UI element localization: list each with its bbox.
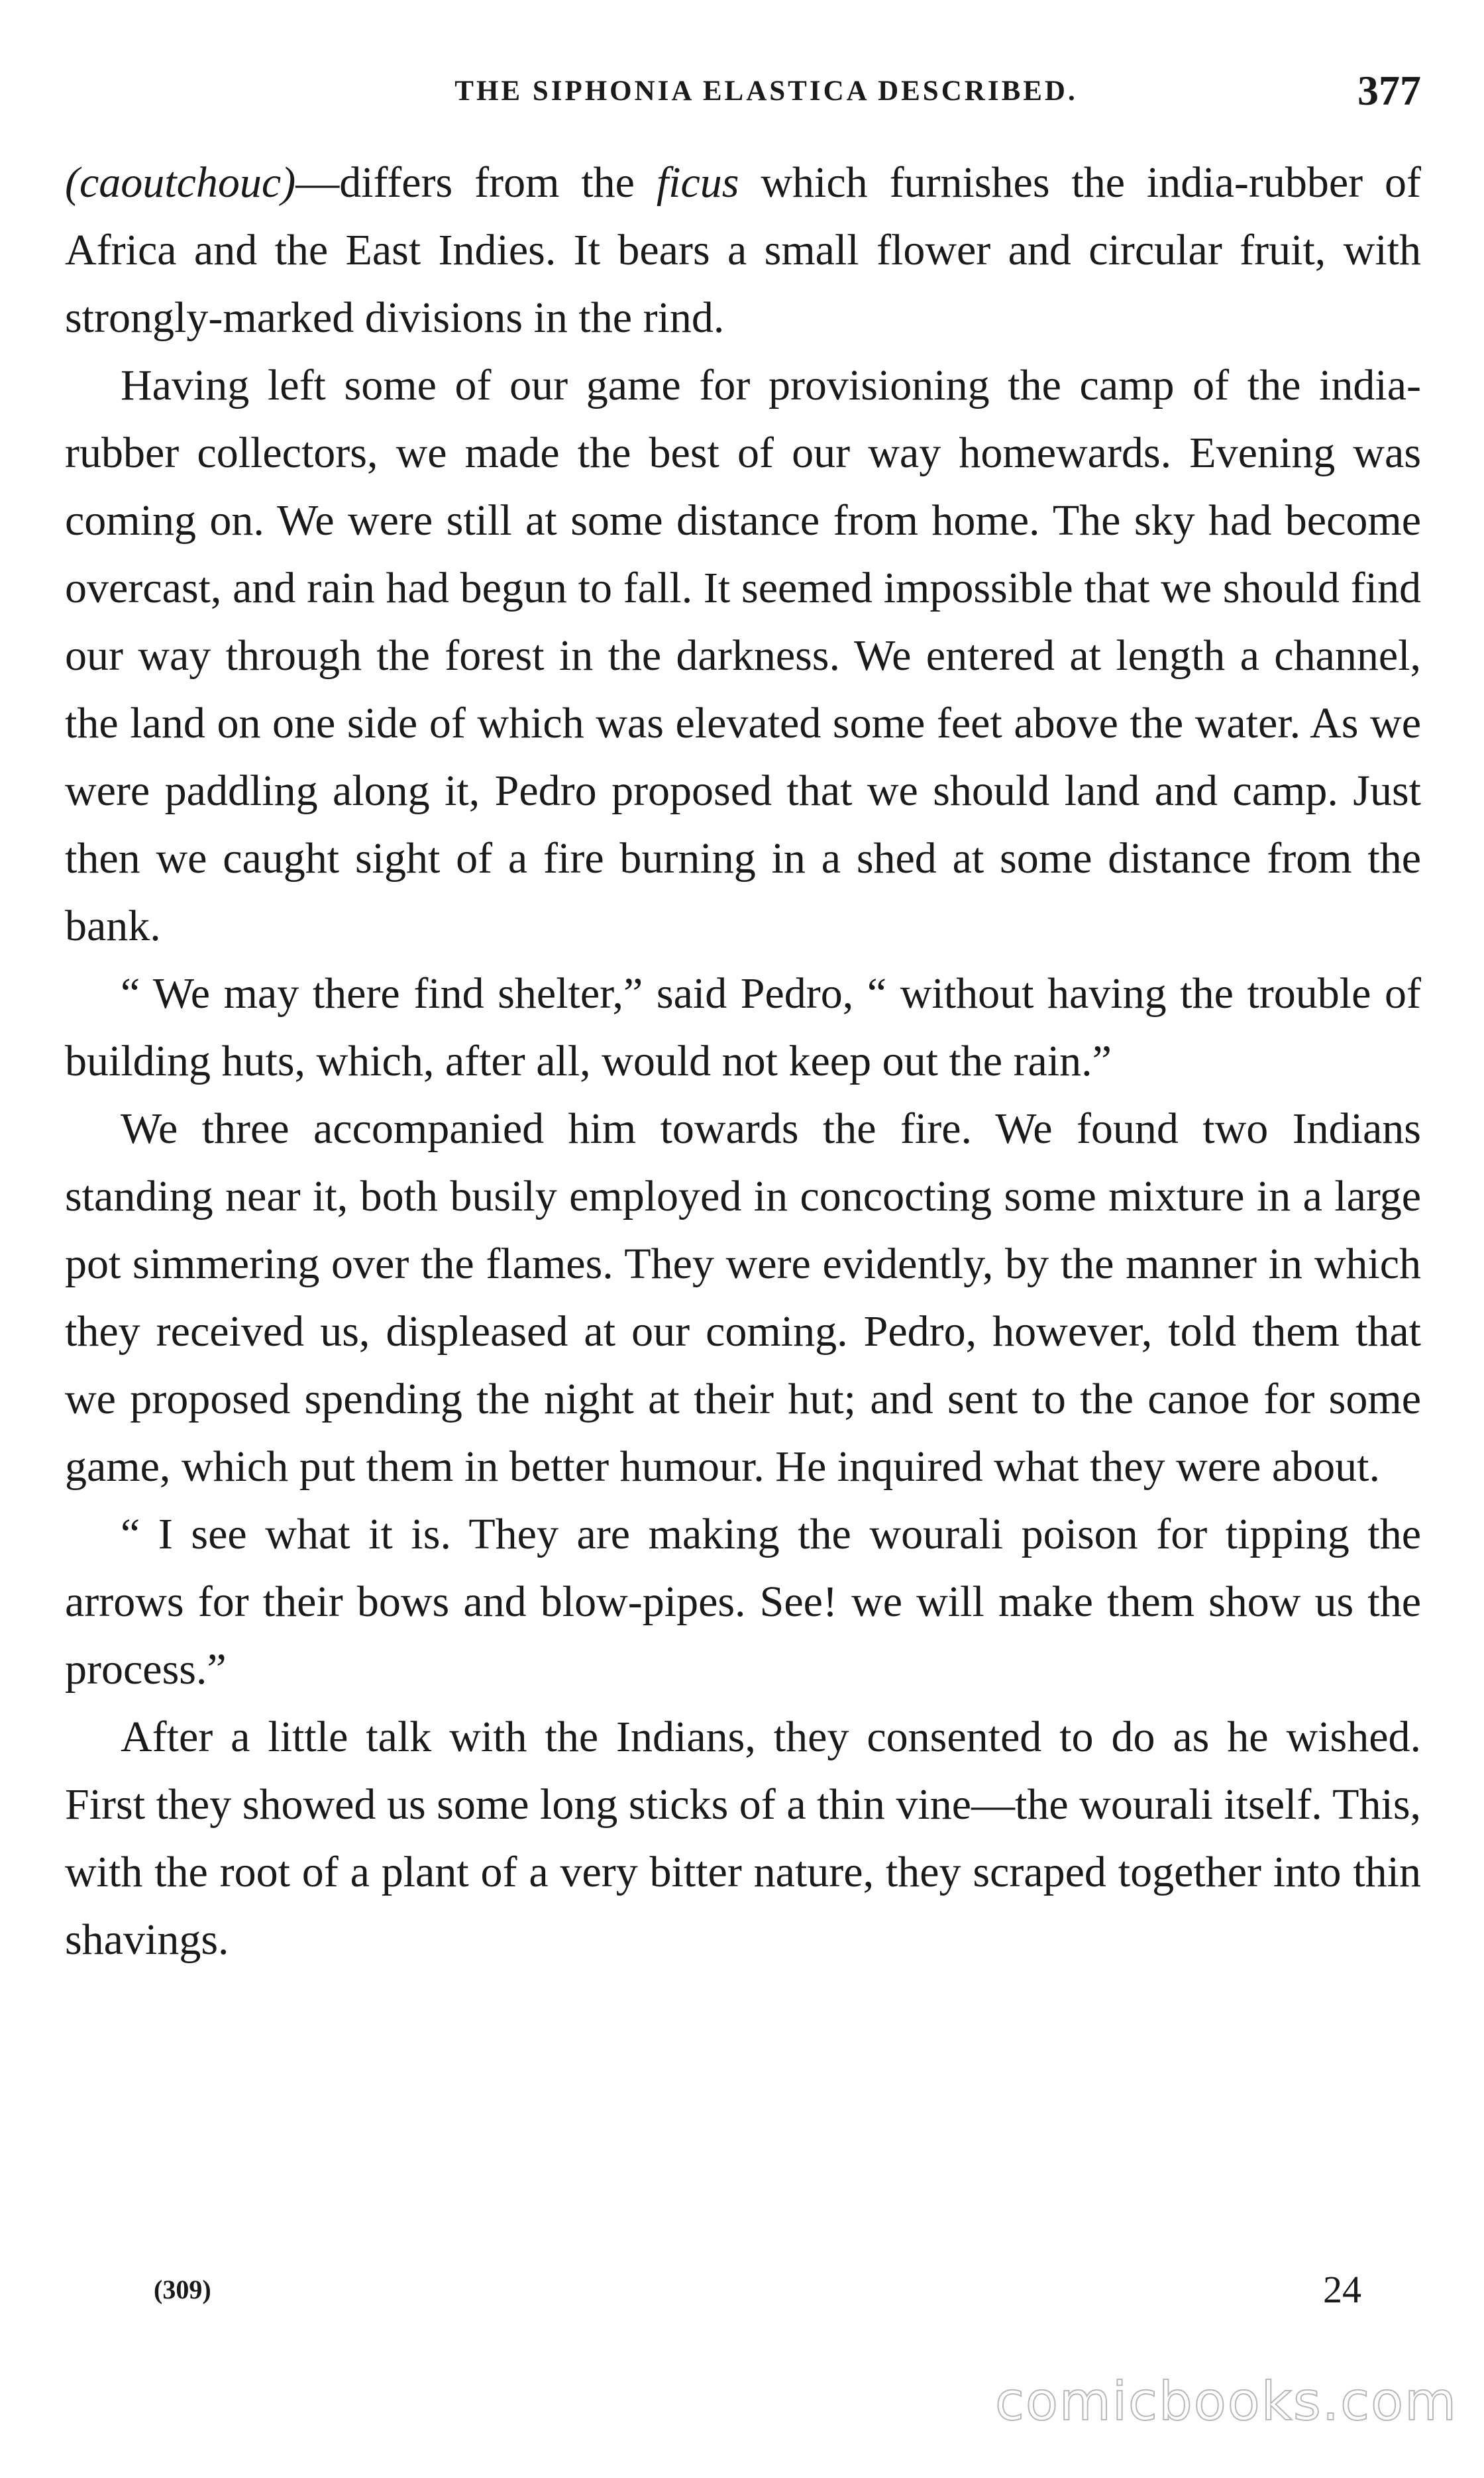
paragraph-5: “ I see what it is. They are making the wourali poison for tipping the arrows for their bows and blow-pipes. See! we will make them show us the process.”: [65, 1510, 1421, 1694]
paragraph-6: After a little talk with the Indians, they consented to do as he wished. First they showed us some long sticks of a thin vine—the wourali itself. This, with the root of a plant of a very bitter nature, they scraped together into thin shavings.: [65, 1713, 1421, 1964]
paragraph-1: [65, 149, 1421, 352]
footer-code: (309): [154, 2274, 211, 2304]
body-text: [65, 149, 1421, 1974]
paragraph-4: We three accompanied him towards the fire. We found two Indians standing near it, both busily employed in concocting some mixture in a large pot simmering over the flames. They were evidently, by the manner in which they received us, displeased at our coming. Pedro, however, told them that we proposed spending the night at their hut; and sent to the canoe for some game, which put them in better humour. He inquired what they were about.: [65, 1104, 1421, 1491]
paragraph-1-text-a: —differs from the: [295, 158, 657, 207]
watermark: comicbooks.com: [994, 2371, 1458, 2432]
paragraph-1-italic-lead: (caoutchouc): [65, 158, 296, 207]
running-head: [65, 61, 1421, 121]
page-number: 377: [1357, 67, 1421, 114]
paragraph-2: Having left some of our game for provisioning the camp of the india-rubber collectors, we made the best of our way homewards. Evening was coming on. We were still at some distance from home. The sky had become overcast, and rain had begun to fall. It seemed impossible that we should find our way through the forest in the darkness. We entered at length a channel, the land on one side of which was elevated some feet above the water. As we were paddling along it, Pedro proposed that we should land and camp. Just then we caught sight of a fire burning in a shed at some distance from the bank.: [65, 361, 1421, 950]
paragraph-1-text-b: which furnishes the india-rubber of Africa and the East Indies. It bears a small flower and circular fruit, with strongly-marked divisions in the rind.: [65, 158, 1422, 342]
signature-mark: 24: [1323, 2267, 1361, 2311]
running-title: THE SIPHONIA ELASTICA DESCRIBED.: [454, 75, 1078, 107]
paragraph-3: “ We may there find shelter,” said Pedro, “ without having the trouble of building huts, which, after all, would not keep out the rain.”: [65, 969, 1421, 1085]
page-footer: [154, 2266, 1361, 2312]
paragraph-1-italic-mid: ficus: [656, 158, 739, 207]
